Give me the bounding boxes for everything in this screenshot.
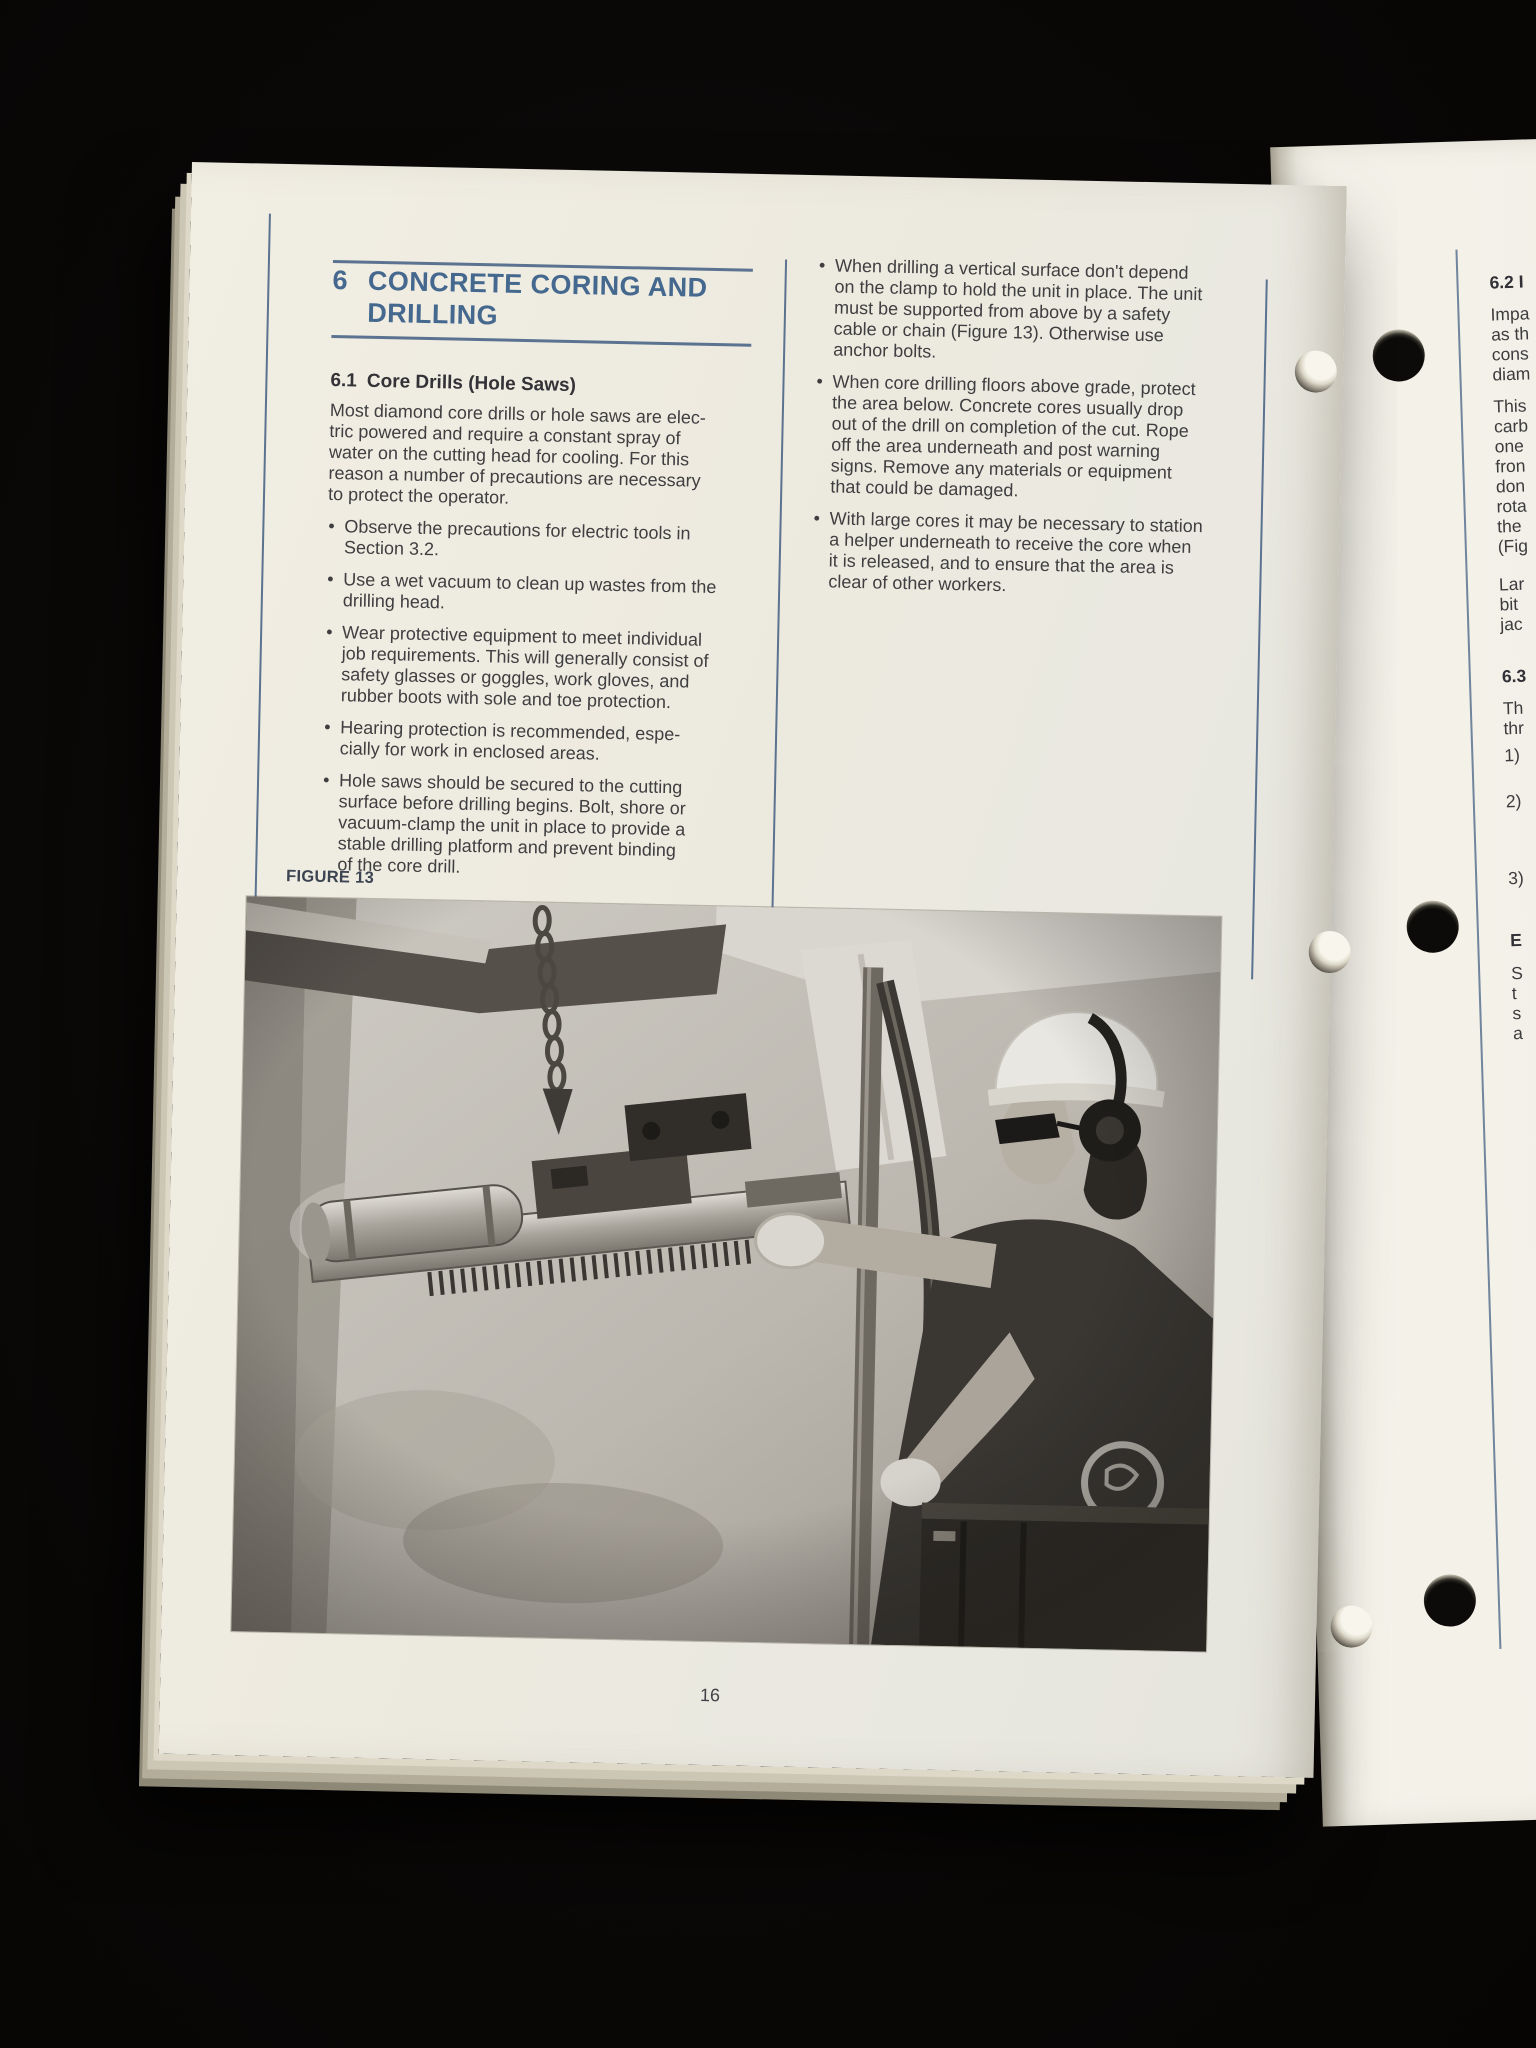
- right-page-text-fragment: fron: [1494, 455, 1526, 477]
- column-2-bullet-list: [811, 255, 1254, 601]
- right-page-text-fragment: the: [1496, 515, 1522, 537]
- right-page-text-fragment: jac: [1499, 613, 1523, 635]
- bullet-item: • Wear protective equipment to meet individual job requirements. This will generally consist of safety glasses or goggles, work gloves, and rubber boots with sole and toe protection.: [341, 622, 756, 715]
- right-page-truncated-text: [1489, 270, 1536, 1043]
- column-2: [811, 255, 1254, 612]
- punch-hole: [1406, 900, 1460, 954]
- subsection-heading: 6.1 Core Drills (Hole Saws): [330, 369, 577, 397]
- punch-hole: [1372, 329, 1426, 383]
- right-page-text-fragment: S: [1510, 962, 1524, 984]
- right-page-text-fragment: diam: [1492, 363, 1531, 385]
- column-divider-rule: [771, 259, 787, 914]
- right-page-text-fragment: This: [1493, 395, 1527, 417]
- section-number: 6: [332, 264, 349, 296]
- bullet-item: • Observe the precautions for electric tools in Section 3.2.: [344, 516, 758, 567]
- figure-caption: FIGURE 13: [285, 867, 375, 887]
- right-page-text-fragment: carb: [1493, 415, 1529, 437]
- page-number: 16: [699, 1684, 721, 1706]
- bullet-item: • Hearing protection is recommended, espe- cially for work in enclosed areas.: [340, 717, 754, 768]
- section-title: [332, 264, 708, 336]
- right-page-text-fragment: cons: [1491, 343, 1530, 365]
- right-page-text-fragment: one: [1494, 435, 1525, 457]
- figure-photo: [231, 896, 1221, 1651]
- bullet-item: • Use a wet vacuum to clean up wastes from the drilling head.: [343, 569, 757, 620]
- punch-hole: [1294, 350, 1337, 393]
- left-page: [159, 162, 1347, 1778]
- bullet-item: • When core drilling floors above grade, protect the area below. Concrete cores usually drop out of the drill on completion of the cut. Rope off the area underneath and post warning signs. Remove any materials or equipment that could be damaged.: [830, 371, 1252, 506]
- right-page-text-fragment: Lar: [1498, 573, 1525, 595]
- right-page-text-fragment: a: [1512, 1022, 1524, 1044]
- right-page-text-fragment: E: [1509, 929, 1523, 951]
- column-1-bullet-list: [320, 516, 757, 884]
- bullet-item: • When drilling a vertical surface don't depend on the clamp to hold the unit in place. The unit must be supported from above by a safety cable or chain (Figure 13). Otherwise use anchor bolts.: [833, 255, 1254, 369]
- punch-hole: [1423, 1574, 1477, 1628]
- title-rule-bottom: [331, 335, 751, 347]
- bullet-item: • With large cores it may be necessary to station a helper underneath to receive the core when it is released, and to ensure that the area is clear of other workers.: [828, 508, 1249, 601]
- right-page-text-fragment: don: [1495, 475, 1526, 497]
- right-page-text-fragment: bit: [1499, 593, 1519, 615]
- left-margin-rule: [254, 214, 270, 904]
- right-page-text-fragment: Th: [1502, 697, 1524, 719]
- right-page-text-fragment: s: [1512, 1002, 1522, 1024]
- right-page-text-fragment: t: [1511, 983, 1518, 1004]
- right-page-text-fragment: 6.2 I: [1489, 271, 1524, 293]
- right-page-text-fragment: rota: [1496, 495, 1527, 517]
- right-page-text-fragment: (Fig: [1497, 535, 1529, 557]
- right-margin-rule: [1251, 280, 1268, 980]
- intro-paragraph: Most diamond core drills or hole saws are elec- tric powered and require a constant spray of water on the cutting head for cooling. For this reason a number of precautions are necessary to protect the operator.: [327, 399, 707, 508]
- right-page-text-fragment: as th: [1490, 323, 1530, 345]
- right-page-text-fragment: Impa: [1490, 303, 1530, 325]
- section-title-text: CONCRETE CORING AND DRILLING: [366, 265, 708, 331]
- right-page-text-fragment: 6.3: [1501, 665, 1527, 687]
- right-page-text-fragment: thr: [1503, 717, 1525, 739]
- right-page-text-fragment: 1): [1504, 744, 1521, 766]
- right-page-text-fragment: 2): [1505, 790, 1522, 812]
- column-1: [320, 370, 761, 895]
- figure-photo-illustration: [231, 896, 1221, 1651]
- right-page-text-fragment: 3): [1507, 867, 1525, 889]
- bullet-item: • Hole saws should be secured to the cutting surface before drilling begins. Bolt, shore or vacuum-clamp the unit in place to provide a stable drilling platform and prevent binding of the core drill.: [337, 770, 752, 884]
